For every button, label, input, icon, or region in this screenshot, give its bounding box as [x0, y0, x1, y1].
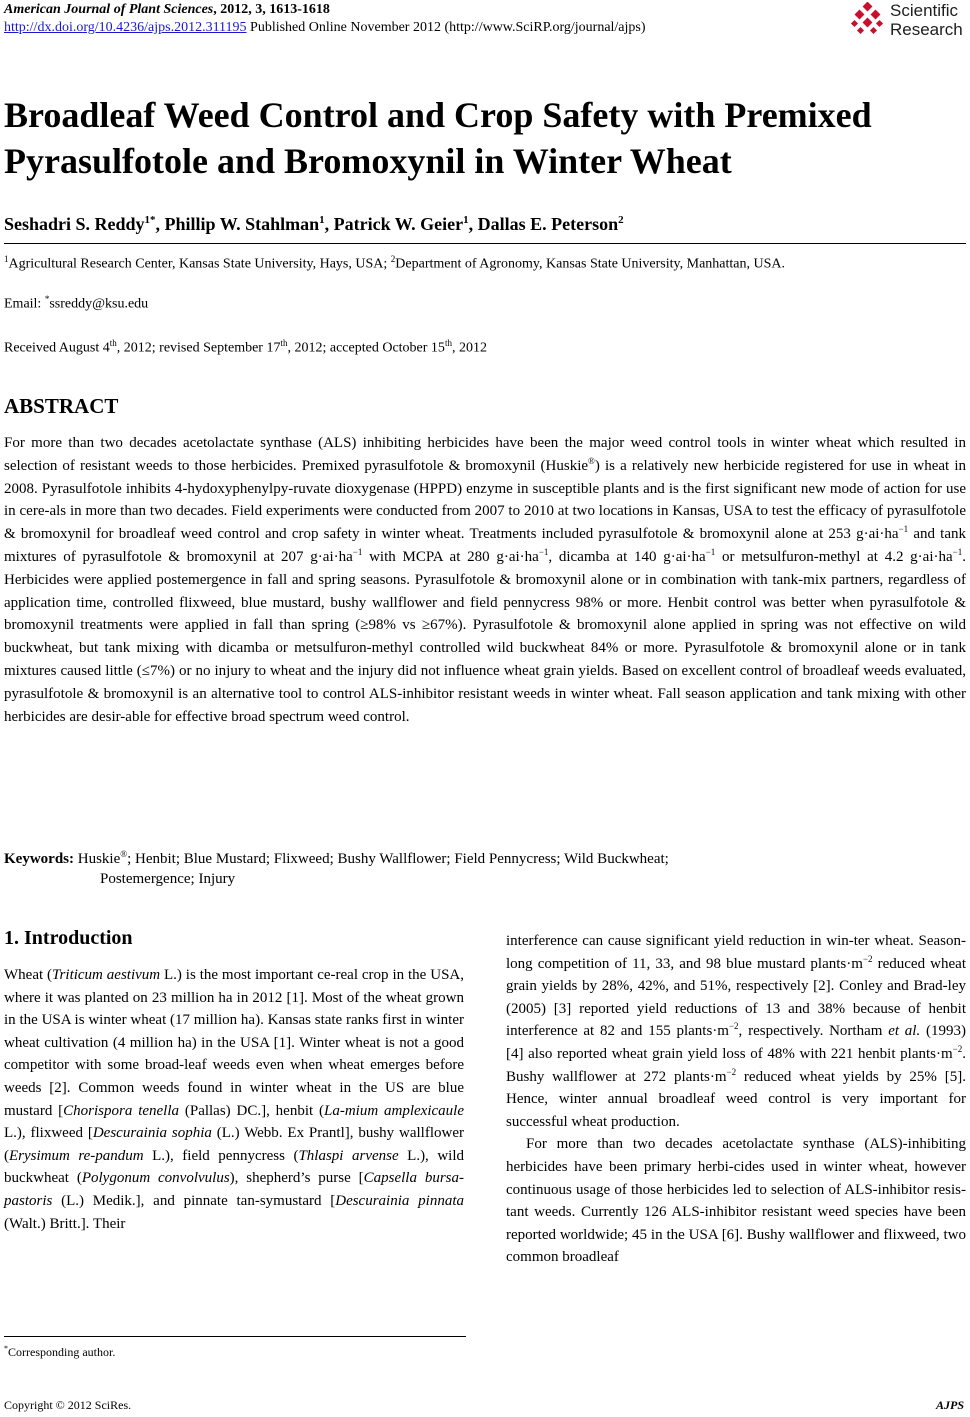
- registered-mark: ®: [588, 455, 595, 466]
- logo-word-scientific: Scientific: [890, 1, 959, 20]
- unit-exponent: −1: [952, 546, 963, 557]
- contact-email: [4, 294, 148, 313]
- species-name: Thlaspi arvense: [298, 1147, 399, 1164]
- abstract-text: ) is a relatively new herbicide registered for use in wheat in 2008. Pyrasulfotole inhibits 4-hydoxyphenylpy-ruvate dioxygenase (HPPD) enzyme in susceptible plants and is the first significant new mode of action for use in cere-als in more than two decades. Field experiments were conducted from 2007 to 2010 at two locations in Kansas, USA to test the efficacy of pyrasulfotole & bromoxynil for broadleaf weed control and crop safety in winter wheat. Treatments included pyrasulfotole & bromoxynil alone at 253 g·ai·ha: [4, 457, 966, 543]
- body-text: (Pallas) DC.], henbit (: [179, 1102, 325, 1119]
- keywords-continued: Postemergence; Injury: [100, 871, 236, 887]
- species-name: Erysimum re-pandum: [9, 1147, 144, 1164]
- abstract-text: , dicamba at 140 g·ai·ha: [548, 548, 706, 565]
- keyword-text: Huskie: [77, 851, 121, 867]
- abstract-text: or metsulfuron-methyl at 4.2 g·ai·ha: [715, 548, 953, 565]
- intro-left-column: [4, 964, 464, 1235]
- section-heading: 1. Introduction: [4, 927, 133, 949]
- author-name: Seshadri S. Reddy: [4, 214, 145, 234]
- body-text: L.), flixweed [: [4, 1125, 93, 1142]
- footnote-text: Corresponding author.: [8, 1345, 116, 1359]
- author-affiliation-mark: 1: [319, 214, 325, 226]
- abstract-text: For more than two decades acetolactate synthase (ALS) inhibiting herbicides have been the major weed control tools in winter wheat which resulted in selection of resistant weeds to those herbicides. Premixed pyrasulfotole & bromoxynil (Huskie: [4, 435, 966, 474]
- date-text: , 2012: [451, 340, 487, 356]
- species-name: Descurainia pinnata: [335, 1192, 464, 1209]
- logo-word-research: Research: [890, 20, 963, 39]
- publication-line: [4, 20, 646, 36]
- email-mark: *: [44, 294, 50, 304]
- date-text: , 2012; revised September 17: [116, 340, 281, 356]
- species-name: La-mium amplexicaule: [324, 1102, 464, 1119]
- unit-exponent: −1: [352, 546, 363, 557]
- intro-paragraph: For more than two decades acetolactate synthase (ALS)-inhibiting herbicides have been primary herbi-cides used in winter wheat, however continuous usage of those herbicides led to selection of ALS-inhibitor resis-tant weeds. Currently 126 ALS-inhibitor resistant weed species have been reported worldwide; 45 in the USA [6]. Bushy wallflower and flixweed, two common broadleaf: [506, 1136, 966, 1266]
- author-affiliation-mark: 1*: [144, 214, 156, 226]
- abstract-heading: ABSTRACT: [4, 394, 119, 418]
- email-label: Email:: [4, 296, 45, 312]
- et-al: et al.: [888, 1023, 921, 1040]
- unit-exponent: −1: [705, 546, 716, 557]
- body-text: , respectively. Northam: [738, 1023, 889, 1040]
- species-name: Capsella bursa-pastoris: [4, 1170, 464, 1209]
- intro-right-column: [506, 930, 966, 1269]
- keywords-label: Keywords:: [4, 851, 78, 867]
- species-name: Chorispora tenella: [63, 1102, 180, 1119]
- species-name: Descurainia sophia: [92, 1125, 212, 1142]
- author-name: Phillip W. Stahlman: [164, 214, 320, 234]
- date-text: Received August 4: [4, 340, 110, 356]
- paper-title: Broadleaf Weed Control and Crop Safety with Premixed Pyrasulfotole and Bromoxynil in Winter Wheat: [4, 95, 872, 181]
- copyright: Copyright © 2012 SciRes.: [4, 1398, 132, 1412]
- body-text: L.), field pennycress (: [143, 1147, 299, 1164]
- keyword-text: ; Henbit; Blue Mustard; Flixweed; Bushy Wallflower; Field Pennycress; Wild Buckwheat;: [127, 851, 669, 867]
- doi-link[interactable]: http://dx.doi.org/10.4236/ajps.2012.311195: [4, 20, 247, 35]
- body-text: (L.) Webb. Ex Prantl], bushy wallflower (: [4, 1125, 464, 1164]
- abstract-body: [4, 432, 966, 728]
- footnote-mark: *: [4, 1344, 8, 1353]
- author-name: Patrick W. Geier: [333, 214, 464, 234]
- body-text: interference can cause significant yield reduction in win-ter wheat. Season-long competition of 11, 33, and 98 blue mustard plants·m: [506, 933, 966, 972]
- body-text: reduced wheat grain yields by 28%, 42%, and 51%, respectively [2]. Conley and Brad-ley (2005) [3] reported yield reductions of 13 and 38% because of henbit interference at 82 and 155 plants·m: [506, 955, 966, 1040]
- affiliation-1: Agricultural Research Center, Kansas State University, Hays, USA;: [8, 256, 391, 272]
- date-suffix: th: [444, 338, 452, 348]
- unit-exponent: −2: [952, 1043, 963, 1054]
- abstract-text: and tank mixtures of pyrasulfotole & bromoxynil at 207 g·ai·ha: [4, 526, 967, 565]
- author-name: Dallas E. Peterson: [477, 214, 619, 234]
- publisher-logo-mark: [850, 2, 884, 38]
- unit-exponent: −2: [862, 953, 873, 964]
- author-list: Seshadri S. Reddy$^{1*}$, Phillip W. Stahlman$^1$, Patrick W. Geier$^1$, Dallas E. Peterson$^2$: [4, 214, 624, 234]
- body-text: reduced wheat yields by 25% [5]. Hence, winter annual broadleaf weed control is very important for successful wheat production.: [506, 1068, 966, 1130]
- journal-name: American Journal of Plant Sciences: [4, 2, 214, 17]
- unit-exponent: −2: [726, 1066, 737, 1077]
- affiliations: [4, 250, 966, 274]
- date-suffix: th: [109, 338, 117, 348]
- affiliation-2: Department of Agronomy, Kansas State University, Manhattan, USA.: [395, 256, 786, 272]
- corresponding-author-note: [4, 1344, 115, 1360]
- published-online: Published Online November 2012 (http://www.SciRP.org/journal/ajps): [246, 20, 646, 35]
- body-text: ), shepherd’s purse [: [229, 1170, 364, 1187]
- publisher-logo: [850, 0, 968, 42]
- registered-mark: ®: [120, 849, 128, 859]
- unit-exponent: −1: [898, 524, 909, 535]
- keywords: [4, 848, 966, 871]
- affiliation-mark: 1: [4, 254, 9, 264]
- unit-exponent: −1: [538, 546, 549, 557]
- affiliation-mark: 2: [390, 254, 396, 264]
- journal-citation: [4, 2, 330, 18]
- body-text: Wheat (: [4, 967, 53, 983]
- body-text: . Bushy wallflower at 272 plants·m: [506, 1045, 966, 1085]
- date-suffix: th: [280, 338, 288, 348]
- species-name: Triticum aestivum: [52, 967, 161, 983]
- intro-paragraph: [506, 930, 966, 1133]
- body-text: (Walt.) Britt.]. Their: [4, 1215, 126, 1232]
- date-text: , 2012; accepted October 15: [287, 340, 445, 356]
- unit-exponent: −2: [728, 1021, 739, 1032]
- author-divider: [4, 243, 966, 244]
- body-text: (1993) [4] also reported wheat grain yield loss of 48% with 221 henbit plants·m: [506, 1023, 967, 1062]
- journal-volume: , 2012, 3, 1613-1618: [213, 2, 330, 17]
- email-address: ssreddy@ksu.edu: [49, 296, 149, 312]
- journal-abbreviation: AJPS: [935, 1398, 964, 1412]
- footnote-divider: [4, 1336, 466, 1337]
- body-text: L.), wild buckwheat (: [4, 1147, 464, 1187]
- abstract-text: with MCPA at 280 g·ai·ha: [362, 548, 539, 565]
- body-text: L.) is the most important ce-real crop in the USA, where it was planted on 23 million ha in 2012 [1]. Most of the wheat grown in the USA is winter wheat (17 million ha). Kansas state ranks first in winter wheat cultivation (4 million ha) in the USA [1]. Winter wheat is not a good competitor with some broad-leaf weeds even when wheat emerges before weeds [2]. Common weeds found in winter wheat in the US are blue mustard [: [4, 967, 464, 1119]
- received-dates: [4, 338, 487, 357]
- abstract-text: . Herbicides were applied postemergence in fall and spring seasons. Pyrasulfotole & bromoxynil alone or in combination with tank-mix partners, regardless of application time, controlled flixweed, blue mustard, bushy wallflower and field pennycress 98% or more. Henbit control was better when pyrasulfotole & bromoxynil treatments were applied in fall than spring (≥98% vs ≥67%). Pyrasulfotole & bromoxynil alone applied in spring was not effective on wild buckwheat, but tank mixing with dicamba or metsulfuron-methyl controlled wild buckwheat 84% or more. Pyrasulfotole & bromoxynil alone or in tank mixtures caused little (≤7%) or no injury to wheat and the injury did not influence wheat grain yields. Based on excellent control of broadleaf weeds evaluated, pyrasulfotole & bromoxynil is an alternative tool to control ALS-inhibitor resistant weeds in winter wheat. Fall season application and tank mixing with other herbicides are desir-able for effective broad spectrum weed control.: [4, 548, 966, 725]
- body-text: (L.) Medik.], and pinnate tan-symustard [: [52, 1192, 336, 1209]
- author-affiliation-mark: 2: [618, 214, 624, 226]
- species-name: Polygonum convolvulus: [81, 1170, 230, 1187]
- author-affiliation-mark: 1: [463, 214, 469, 226]
